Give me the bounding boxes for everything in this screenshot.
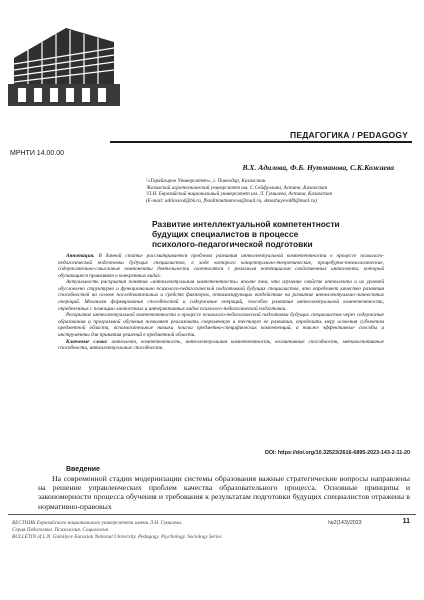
authors: В.Х. Адилова, Ф.Б. Нутманова, С.К.Кожаева (242, 163, 394, 172)
keywords-label: Ключевые слова: (66, 338, 108, 345)
affiliations (146, 178, 396, 204)
mrnti-code: МРНТИ 14.00.00 (10, 150, 65, 157)
journal-footer (12, 520, 312, 541)
affiliation-3: ³Л.Н. Евразийский национальный университет им. Л. Гумилева, Астана, Казахстан (146, 191, 333, 198)
article-title: Развитие интеллектуальной компетентности будущих специалистов в процессе психолого-педагогической подготовки (152, 219, 340, 249)
affiliation-2: ²Казахский агротехнический университет им. С.Сейфуллина, Астана, Казахстан (146, 184, 328, 191)
abstract-label: Аннотация. (66, 253, 95, 259)
issue-number: №2(143)/2023 (328, 520, 362, 526)
header-rule (110, 141, 412, 143)
section-label: ПЕДАГОГИКА / PEDAGOGY (290, 130, 408, 140)
affiliation-1: ¹«Торайгыров Университет», г. Павлодар, Казахстан (146, 178, 266, 184)
page-number: 11 (402, 518, 410, 525)
introduction-paragraph: На современной стадии модернизации системы образования важные стратегические вопросы направлены на решение управленческих проблем качества образовательного процесса. Основные принципы и закономерности процесса обучения и требования к результатам подготовки будущих специалистов отражены в нормативно-правовых (38, 474, 410, 511)
journal-building-logo (8, 14, 120, 106)
introduction-heading: Введение (66, 466, 100, 473)
abstract (58, 253, 384, 352)
keywords (58, 339, 384, 352)
author-emails: (E-mail: adilovavd@bk.ru, fbaidinnutmanova@mail.ru, sknozhayeva89@mail.ru) (146, 197, 317, 204)
introduction-body (38, 474, 410, 511)
footer-rule (8, 514, 416, 515)
building-illustration (8, 14, 120, 106)
footer-line-1: ВЕСТНИК Евразийского национального университета имени Л.Н. Гумилева. (12, 520, 183, 526)
abstract-paragraph-2: Актуальность раскрытия понятия «интеллектуальная компетентность» вполне тем, что изучение свойств интеллекта и их уровней обусловлено структурно и функционально психолого-педагогической подготовкой будущих специалистов, что определяет качество развития способностей на основе последовательных и средств факторов, оптимизирующих воздействие на развитие интеллектуально-личностных операций. Механизм формирования способностей и содержание операций, способов развития интеллектуальной компетентности, определенных с помощью личностных и интерактивных видов психолого-педагогической подготовки. (58, 279, 384, 312)
abstract-text-1: В данной статье рассматривается проблема развития интеллектуальной компетентности в процессе психолого-педагогической подготовки будущих специалистов, в ходе которого концептуально-теоретические, процедурно-технологические, содержательно-смысловые компоненты деятельности соотносятся с реальным потенциалом свойственных интеллекта, который обучающиеся проявляют в конкретных видах. (58, 253, 384, 279)
abstract-paragraph-3: Раскрытие интеллектуальной компетентности в процессе психолого-педагогической подготовки будущих специалистов через содержание образования и программой обучения позволяет реализовать современную и тестовую ее развития, определить меру освоения субъектом предметной области, вспомогательные навыки поиска предметно-специфических компетенций, а также эффективные способы и инструменты для принятия решений в предметной области. (58, 312, 384, 338)
abstract-paragraph-1 (58, 253, 384, 279)
footer-line-2: Серия Педагогика. Психология. Социология (12, 527, 109, 533)
keywords-text: интеллект, компетентность, интеллектуальная компетентность, когнитивные способности, метакогнитивные способности, интеллектуальные способности. (58, 338, 384, 352)
footer-line-3: BULLETIN of L.N. Gumilyov Eurasian National University. Pedagogy. Psychology. Sociology Series (12, 534, 222, 540)
doi-link[interactable]: DOI: https://doi.org/10.32523/2616-6895-2023-143-2-11-20 (264, 450, 410, 456)
